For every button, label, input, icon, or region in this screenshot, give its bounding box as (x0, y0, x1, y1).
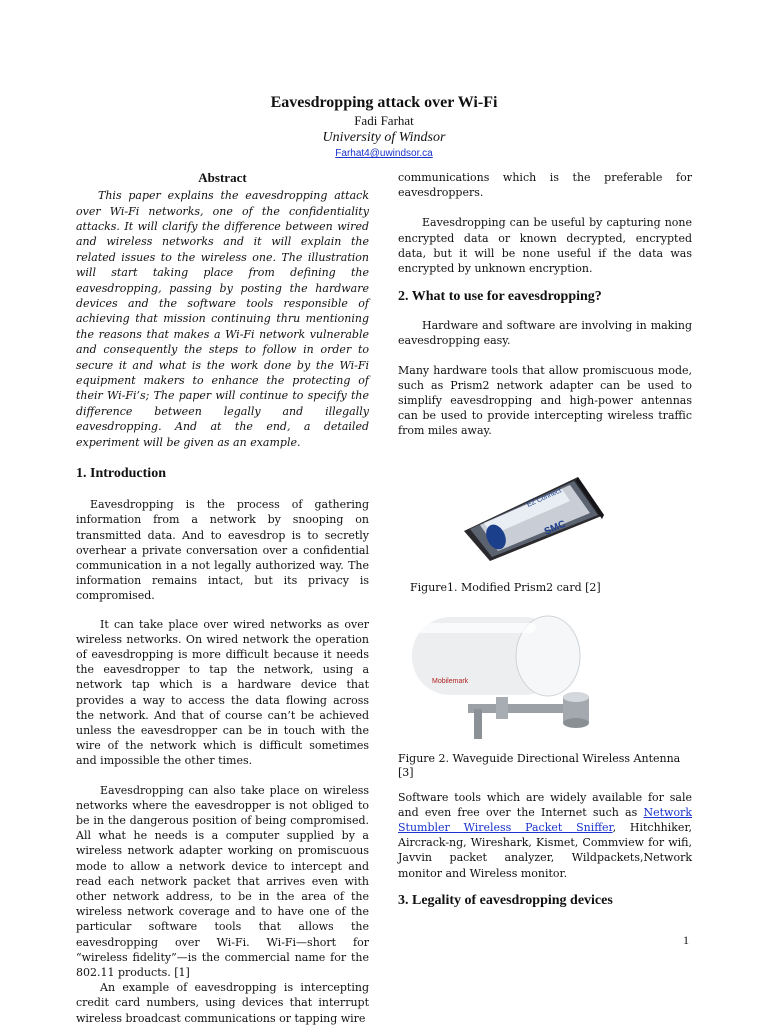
section-heading-legality: 3. Legality of eavesdropping devices (398, 892, 613, 908)
figure-2-antenna-image (398, 609, 598, 744)
intro-paragraph-1: Eavesdropping is the process of gathering information from a network by snooping on transmitted data. And to eavesdrop is to secretly overhear a private conversation over a confidential communication in a not legally authorized way. The information remains intact, but its privacy is compromised. (76, 498, 369, 603)
software-tools-intro: Software tools which are widely available for sale and even free over the Internet such as (398, 790, 692, 819)
paper-title: Eavesdropping attack over Wi-Fi (270, 94, 498, 111)
right-column (398, 170, 692, 910)
software-tools-list: , Hitchhiker, Aircrack-ng, Wireshark, Kismet, Commview for wifi, Javvin packet analyzer, Wildpackets,Network monitor and Wireless monitor. (398, 821, 692, 880)
abstract-heading: Abstract (198, 170, 247, 185)
page-number: 1 (683, 933, 689, 947)
network-stumbler-link[interactable]: Network Stumbler Wireless Packet Sniffer (398, 805, 692, 835)
abstract-text: This paper explains the eavesdropping attack over Wi-Fi networks, one of the confidentiality attacks. It will clarify the difference between wired and wireless networks and it will explain the related issues to the wireless one. The illustration will start taking place from defining the eavesdropping, passing by posting the hardware devices and the software tools responsible of achieving that mission continuing thru mentioning the reasons that makes a Wi-Fi network vulnerable and consequently the steps to follow in order to secure it and what is the work done by the Wi-Fi equipment makers to enhance the protecting of their Wi-Fi’s; The paper will continue to specify the difference between legally and illegally eavesdropping. And at the end, a detailed experiment will be given as an example. (76, 189, 369, 449)
affiliation: University of Windsor (322, 130, 446, 145)
card-brand-label: SMC (542, 518, 568, 538)
figure-2-caption: Figure 2. Waveguide Directional Wireless Antenna [3] (398, 751, 681, 779)
right-paragraph-3: Hardware and software are involving in making eavesdropping easy. (398, 319, 692, 348)
intro-paragraph-2: It can take place over wired networks as over wireless networks. On wired network the operation of eavesdropping is more difficult because it needs the eavesdropper to tap the network, using a network tap which is a hardware device that provides a way to access the data flowing across the network. And that of course can’t be achieved unless the eavesdropper can be in touch with the wire of the network which is difficult sometimes and impossible the other times. (76, 617, 369, 768)
author-name: Fadi Farhat (354, 113, 414, 128)
intro-paragraph-4: An example of eavesdropping is intercepting credit card numbers, using devices that interrupt wireless broadcast communications or tapping wire (76, 981, 369, 1025)
figure-1-caption: Figure1. Modified Prism2 card [2] (410, 580, 601, 594)
section-heading-what-to-use: 2. What to use for eavesdropping? (398, 289, 602, 305)
right-paragraph-1: communications which is the preferable for eavesdroppers. (398, 171, 692, 200)
paper-header (0, 93, 768, 161)
intro-paragraph-3: Eavesdropping can also take place on wireless networks where the eavesdropper is not obliged to be in the dangerous position of being compromised. All what he needs is a computer supplied by a wireless network adapter working on promiscuous mode to allow a network device to intercept and read each network packet that arrives even with other network address, to be in the area of the wireless network coverage and to have one of the particular software tools that allows the eavesdropping over Wi-Fi. Wi-Fi—short for “wireless fidelity”—is the commercial name for the 802.11 products. [1] (76, 783, 369, 979)
right-paragraph-2: Eavesdropping can be useful by capturing none encrypted data or known decrypted, encrypted data, but it will be none useful if the data was encrypted by unknown encryption. (398, 216, 692, 276)
card-model-label: EZ Connect (525, 487, 563, 509)
section-heading-introduction: 1. Introduction (76, 466, 166, 482)
figure-1-prism2-card-image (458, 473, 608, 563)
antenna-brand-label: Mobilemark (432, 677, 469, 685)
email-link[interactable]: Farhat4@uwindsor.ca (335, 148, 433, 159)
left-column (76, 170, 369, 1026)
right-paragraph-5 (398, 790, 692, 881)
right-paragraph-4: Many hardware tools that allow promiscuous mode, such as Prism2 network adapter can be used to simplify eavesdropping and high-power antennas can be used to provide intercepting wireless traffic from miles away. (398, 363, 692, 438)
